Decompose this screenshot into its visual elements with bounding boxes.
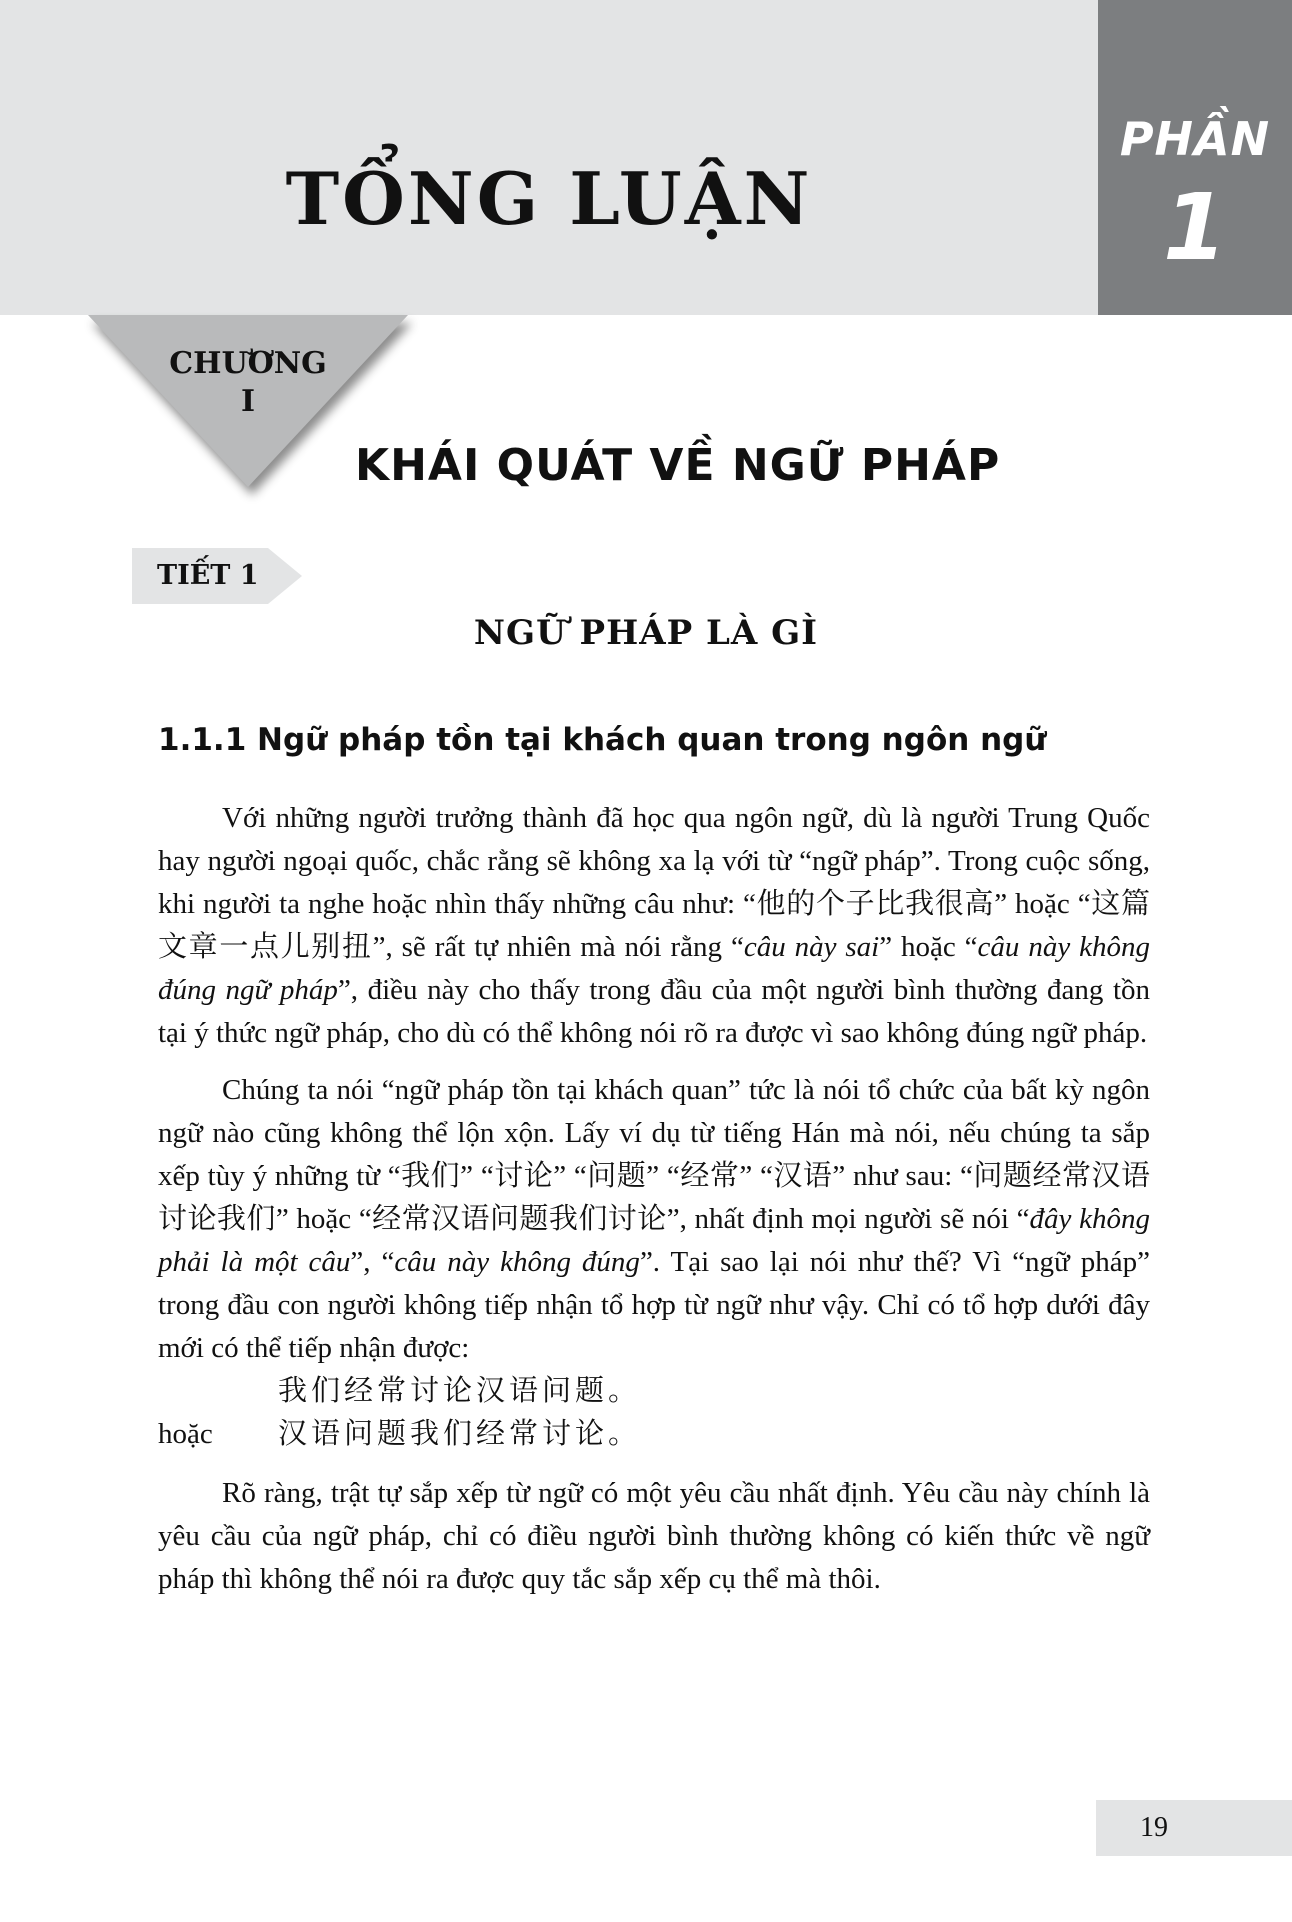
paragraph-2-tail: ”. Tại sao lại nói như thế? Vì “ngữ pháp” trong đầu con người không tiếp nhận tổ hợp từ ngữ như vậy. Chỉ có tổ hợp dưới đây mới có thể tiếp nhận được: [158, 1246, 1150, 1364]
chapter-label [140, 345, 356, 421]
part-badge [1098, 0, 1292, 315]
page-number-box [1096, 1800, 1292, 1856]
chapter-label-number: I [240, 384, 256, 419]
paragraph-2-quote-1: đây không phải là một câu [158, 1203, 1150, 1278]
paragraph-1-quote-1: câu này sai [743, 931, 880, 963]
chapter-title: KHÁI QUÁT VỀ NGỮ PHÁP [355, 440, 1001, 491]
example-lead-word: hoặc [158, 1418, 213, 1450]
page-title: TỔNG LUẬN [285, 156, 813, 241]
part-number: 1 [1162, 174, 1227, 281]
example-lead-spacer [158, 1370, 278, 1413]
paragraph-1 [158, 797, 1150, 1055]
example-sentence-1 [158, 1370, 1150, 1413]
paragraph-2-connector: ”, “ [350, 1246, 395, 1278]
chapter-label-word: CHƯƠNG [169, 346, 327, 381]
paragraph-1-quote-2: câu này không đúng ngữ pháp [158, 931, 1150, 1006]
body-text [158, 797, 1150, 1615]
part-label: PHẦN [1119, 112, 1271, 166]
paragraph-1-connector: ” hoặc “ [879, 931, 978, 963]
example-sentence-2-text: 汉语问题我们经常讨论。 [278, 1418, 642, 1450]
example-sentence-2 [158, 1413, 1150, 1456]
paragraph-1-text: Với những người trưởng thành đã học qua ngôn ngữ, dù là người Trung Quốc hay người ngoại quốc, chắc rằng sẽ không xa lạ với từ “ngữ pháp”. Trong cuộc sống, khi người ta nghe hoặc nhìn thấy những câu như: “他的个子比我很高” hoặc “这篇文章一点儿别扭”, sẽ rất tự nhiên mà nói rằng “ [158, 802, 1150, 963]
subsection-heading: 1.1.1 Ngữ pháp tồn tại khách quan trong ngôn ngữ [158, 722, 1047, 758]
section-tag [132, 548, 302, 604]
paragraph-2 [158, 1069, 1150, 1370]
example-sentence-1-text: 我们经常讨论汉语问题。 [278, 1375, 642, 1407]
paragraph-3: Rõ ràng, trật tự sắp xếp từ ngữ có một yêu cầu nhất định. Yêu cầu này chính là yêu cầu của ngữ pháp, chỉ có điều người bình thường không có kiến thức về ngữ pháp thì không thể nói ra được quy tắc sắp xếp cụ thể mà thôi. [158, 1477, 1150, 1595]
paragraph-1-tail: ”, điều này cho thấy trong đầu của một người bình thường đang tồn tại ý thức ngữ pháp, cho dù có thể không nói rõ ra được vì sao không đúng ngữ pháp. [158, 974, 1151, 1049]
paragraph-2-text: Chúng ta nói “ngữ pháp tồn tại khách quan” tức là nói tổ chức của bất kỳ ngôn ngữ nào cũng không thể lộn xộn. Lấy ví dụ từ tiếng Hán mà nói, nếu chúng ta sắp xếp tùy ý những từ “我们” “讨论” “问题” “经常” “汉语” như sau: “问题经常汉语讨论我们” hoặc “经常汉语问题我们讨论”, nhất định mọi người sẽ nói “ [158, 1074, 1150, 1235]
section-tag-label: TIẾT 1 [157, 560, 259, 591]
page-number: 19 [1140, 1812, 1168, 1843]
paragraph-2-quote-2: câu này không đúng [394, 1246, 640, 1278]
section-title: NGỮ PHÁP LÀ GÌ [473, 613, 819, 653]
